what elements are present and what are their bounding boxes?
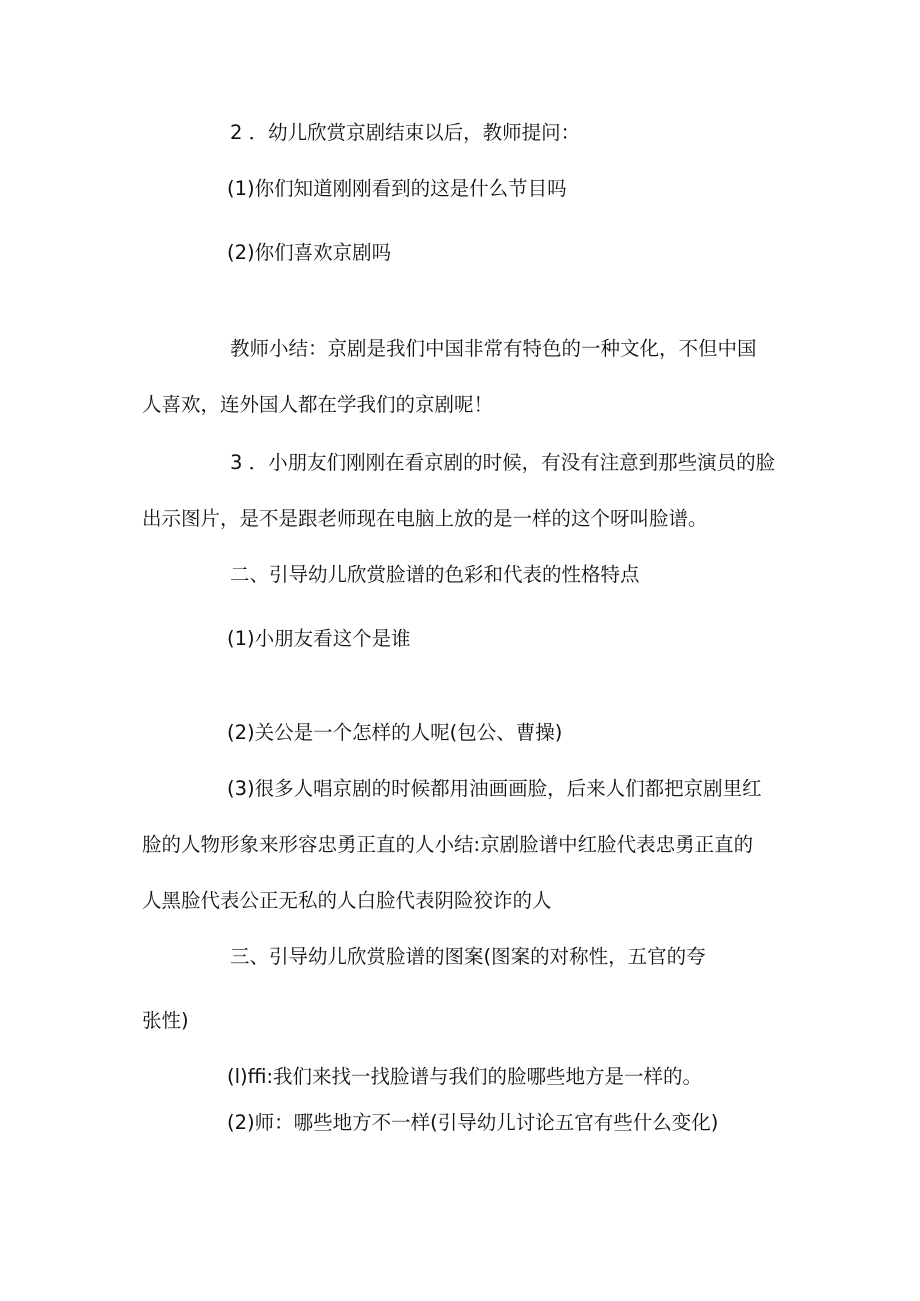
question-1: (1)你们知道刚刚看到的这是什么节目吗 xyxy=(227,177,567,200)
paragraph-item-3-line-2: 出示图片，是不是跟老师现在电脑上放的是一样的这个呀叫脸谱。 xyxy=(142,507,708,530)
sub-item-3-line-3: 人黑脸代表公正无私的人白脸代表阴险狡诈的人 xyxy=(142,889,552,912)
sub-item-2: (2)关公是一个怎样的人呢(包公、曹操) xyxy=(227,721,563,744)
section-heading-3-line-2: 张性) xyxy=(142,1009,189,1032)
paragraph-item-3-line-1: 3 ．小朋友们刚刚在看京剧的时候，有没有注意到那些演员的脸 xyxy=(230,451,776,474)
teacher-summary-line-2: 人喜欢，连外国人都在学我们的京剧呢！ xyxy=(142,393,494,416)
section-3-item-2: (2)师：哪些地方不一样(引导幼儿讨论五官有些什么变化) xyxy=(227,1111,719,1134)
section-3-item-1: (l)ffi:我们来找一找脸谱与我们的脸哪些地方是一样的。 xyxy=(227,1065,703,1088)
teacher-summary-line-1: 教师小结：京剧是我们中国非常有特色的一种文化，不但中国 xyxy=(230,337,757,360)
sub-item-1: (1)小朋友看这个是谁 xyxy=(227,627,411,650)
sub-item-3-line-1: (3)很多人唱京剧的时候都用油画画脸，后来人们都把京剧里红 xyxy=(227,777,762,800)
question-2: (2)你们喜欢京剧吗 xyxy=(227,241,392,264)
section-heading-3-line-1: 三、引导幼儿欣赏脸谱的图案(图案的对称性，五官的夸 xyxy=(230,945,706,968)
sub-item-3-line-2: 脸的人物形象来形容忠勇正直的人小结:京剧脸谱中红脸代表忠勇正直的 xyxy=(142,833,754,856)
section-heading-2: 二、引导幼儿欣赏脸谱的色彩和代表的性格特点 xyxy=(230,563,640,586)
paragraph-item-2-question-intro: 2 ．幼儿欣赏京剧结束以后，教师提问： xyxy=(230,121,581,144)
